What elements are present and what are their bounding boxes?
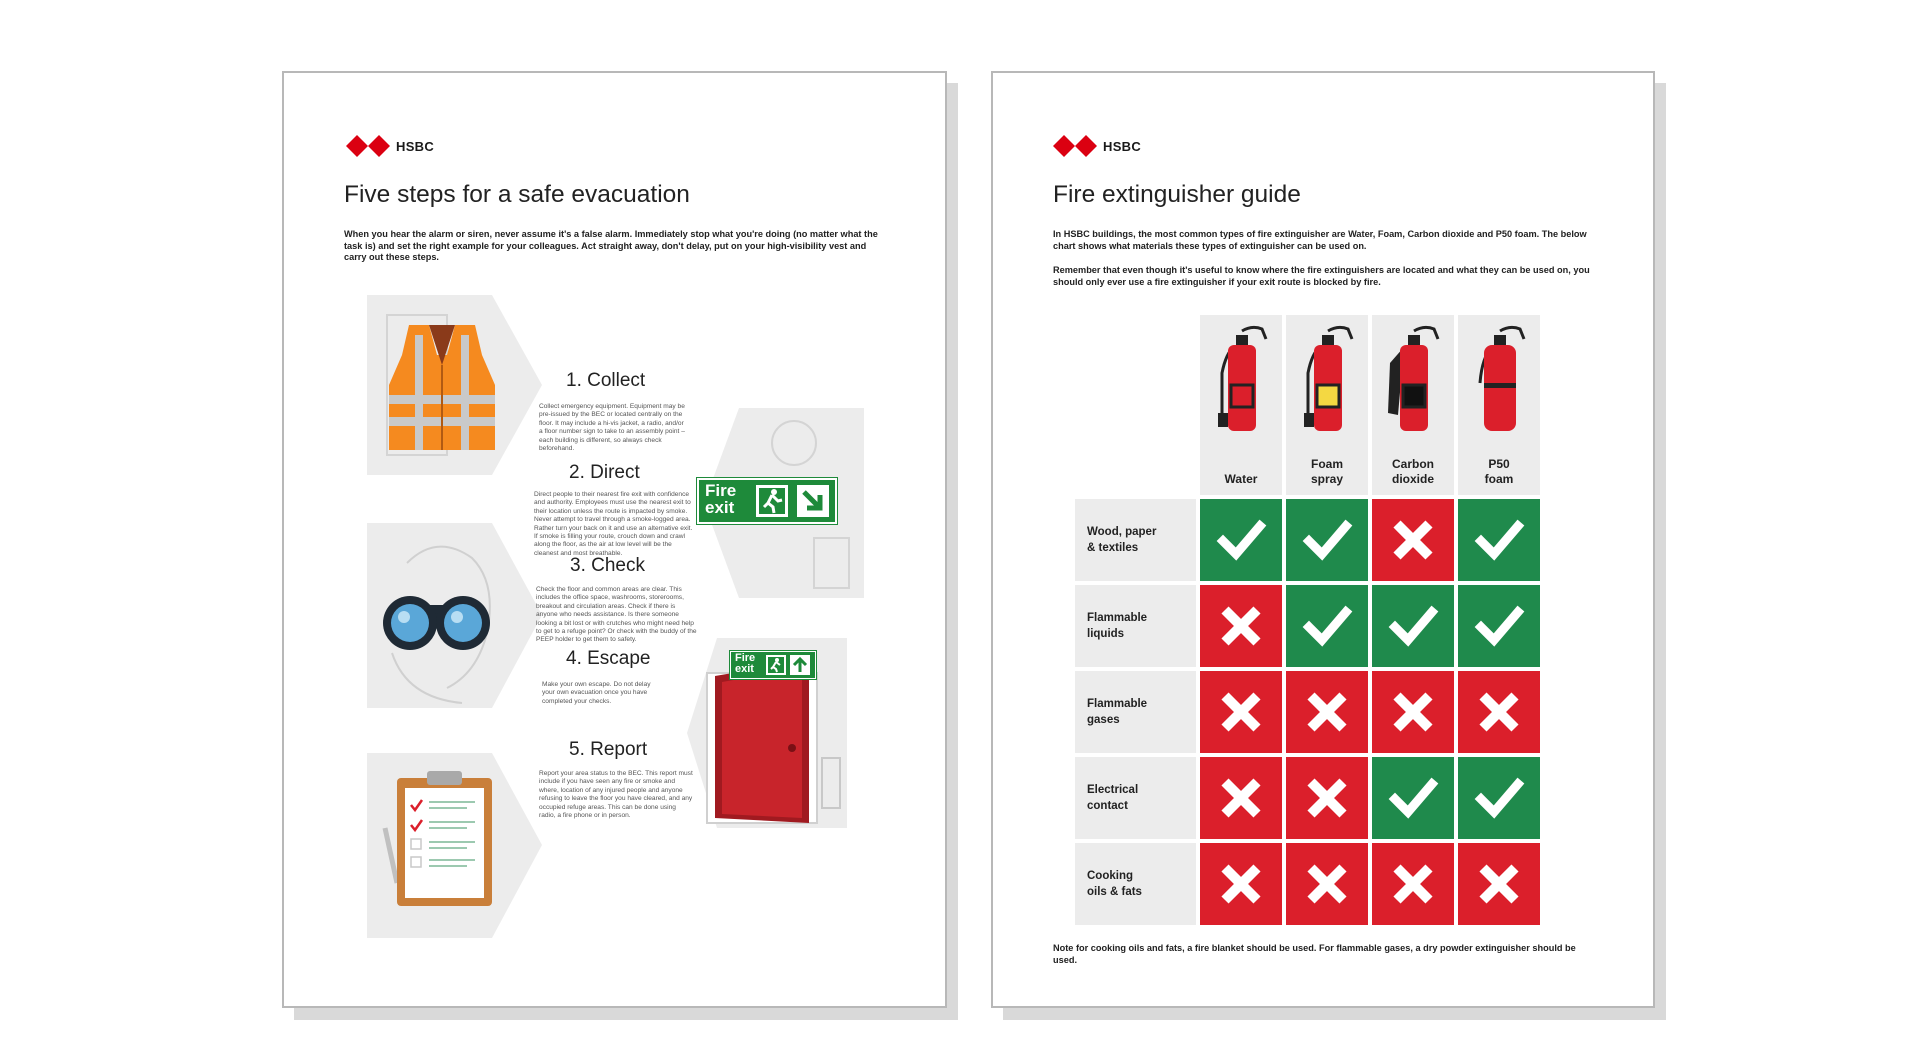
grid-cell: [1200, 499, 1282, 581]
grid-cell: [1458, 843, 1540, 925]
cross-icon: [1389, 688, 1437, 736]
row-label-line2: gases: [1087, 714, 1120, 726]
col-head-water: [1200, 315, 1282, 495]
cross-icon: [1217, 860, 1265, 908]
extinguisher-p50-icon: [1466, 323, 1532, 435]
step-3-text: Check the floor and common areas are clear. This includes the office space, washrooms, storerooms, breakout and circulation areas. Check if there is anyone who needs assistance. Is there someone looking a bit lost or with crutches who might need help to get to a refuge point? Or check with the buddy of the PEEP holder to get them to safety.: [536, 586, 697, 644]
extinguisher-foam-icon: [1294, 323, 1360, 435]
step-5-title: 5. Report: [569, 739, 648, 760]
col-label-line1: Water: [1224, 472, 1258, 486]
fire-exit-line2: exit: [705, 498, 735, 517]
cross-icon: [1475, 688, 1523, 736]
guide-title: Fire extinguisher guide: [1053, 181, 1301, 208]
fire-exit-sign-small: [730, 651, 816, 679]
grid-cell: [1200, 585, 1282, 667]
row-label-line2: liquids: [1087, 628, 1125, 640]
cross-icon: [1389, 860, 1437, 908]
grid-cell: [1286, 671, 1368, 753]
brand-name-right: HSBC: [1103, 138, 1142, 154]
col-label-line1: P50: [1488, 457, 1510, 471]
row-head-gases: [1075, 671, 1196, 753]
hsbc-hexagon-icon: [346, 135, 390, 157]
cross-icon: [1217, 688, 1265, 736]
left-document: [282, 71, 947, 1008]
check-icon: [1301, 600, 1353, 652]
grid-cell: [1458, 585, 1540, 667]
col-label-line2: foam: [1484, 472, 1514, 486]
running-man-small-icon: [765, 654, 787, 676]
grid-cell: [1458, 499, 1540, 581]
row-label-line2: oils & fats: [1087, 886, 1142, 898]
row-label-line1: Wood, paper: [1087, 526, 1157, 538]
row-head-cooking: [1075, 843, 1196, 925]
check-icon: [1473, 600, 1525, 652]
col-label: [1372, 457, 1454, 487]
row-label-line1: Cooking: [1087, 870, 1133, 882]
col-label-line1: Carbon: [1392, 457, 1434, 471]
right-document: [991, 71, 1655, 1008]
row-label-line1: Flammable: [1087, 698, 1148, 710]
grid-cell: [1372, 585, 1454, 667]
col-head-foam: [1286, 315, 1368, 495]
brand-name: HSBC: [396, 138, 435, 154]
grid-cell: [1458, 757, 1540, 839]
grid-cell: [1458, 671, 1540, 753]
guide-intro-2: Remember that even though it's useful to know where the fire extinguishers are located and what they can be used on, you should only ever use a fire extinguisher if your exit route is blocked by fire.: [1053, 265, 1590, 287]
arrow-up-icon: [789, 654, 811, 676]
small-sign-line1: Fire: [735, 652, 756, 664]
grid-cell: [1372, 757, 1454, 839]
check-icon: [1215, 514, 1267, 566]
hsbc-hexagon-icon: [1053, 135, 1097, 157]
grid-cell: [1286, 757, 1368, 839]
cross-icon: [1475, 860, 1523, 908]
grid-cell: [1372, 671, 1454, 753]
step-1-text: Collect emergency equipment. Equipment may be pre-issued by the BEC or located centrally on the floor. It may include a hi-vis jacket, a radio, and/or a floor number sign to take to an assembly point – each building is different, so always check beforehand.: [539, 403, 685, 453]
fire-exit-sign-large: [697, 478, 837, 524]
check-icon: [1387, 600, 1439, 652]
grid-cell: [1200, 843, 1282, 925]
extinguisher-water-icon: [1208, 323, 1274, 435]
col-head-co2: [1372, 315, 1454, 495]
fire-exit-line1: Fire: [705, 481, 737, 500]
step-2-text: Direct people to their nearest fire exit with confidence and authority. Employees must use the nearest exit to their location unless the route is impacted by smoke. Never attempt to travel through a smoke-logged area. Rather turn your back on it and use an alternative exit. If smoke is filling your route, crouch down and crawl along the floor, as the air at low level will be the cleanest and most breathable.: [534, 491, 693, 557]
grid-cell: [1200, 671, 1282, 753]
cross-icon: [1389, 516, 1437, 564]
step-4-title: 4. Escape: [566, 648, 651, 669]
cross-icon: [1217, 602, 1265, 650]
col-label-line2: dioxide: [1391, 472, 1434, 486]
arrow-down-right-icon: [795, 483, 831, 519]
cross-icon: [1217, 774, 1265, 822]
cross-icon: [1303, 688, 1351, 736]
grid-cell: [1372, 499, 1454, 581]
row-label-line2: & textiles: [1087, 542, 1139, 554]
grid-cell: [1286, 499, 1368, 581]
col-label: [1200, 472, 1282, 487]
grid-cell: [1372, 843, 1454, 925]
step-1-title: 1. Collect: [566, 370, 646, 391]
col-label-line2: spray: [1310, 472, 1344, 486]
binoculars-illustration: [367, 523, 542, 708]
running-man-icon: [754, 483, 790, 519]
extinguisher-co2-icon: [1380, 323, 1446, 435]
hsbc-logo: [346, 135, 434, 157]
col-label: [1286, 457, 1368, 487]
check-icon: [1387, 772, 1439, 824]
check-icon: [1473, 772, 1525, 824]
row-label-line1: Flammable: [1087, 612, 1148, 624]
step-4-text: Make your own escape. Do not delay your own evacuation once you have completed your checks.: [542, 681, 651, 705]
col-label-line1: Foam: [1310, 457, 1343, 471]
check-icon: [1473, 514, 1525, 566]
hi-vis-vest-illustration: [367, 295, 542, 475]
guide-note: Note for cooking oils and fats, a fire blanket should be used. For flammable gases, a dry powder extinguisher should be used.: [1053, 943, 1576, 965]
clipboard-illustration: [367, 753, 542, 938]
row-head-electrical: [1075, 757, 1196, 839]
row-head-liquids: [1075, 585, 1196, 667]
grid-cell: [1286, 585, 1368, 667]
grid-cell: [1286, 843, 1368, 925]
row-head-wood: [1075, 499, 1196, 581]
col-label: [1458, 457, 1540, 487]
small-sign-line2: exit: [735, 663, 754, 675]
check-icon: [1301, 514, 1353, 566]
step-3-title: 3. Check: [570, 555, 645, 576]
row-label-line2: contact: [1087, 800, 1128, 812]
page-title: Five steps for a safe evacuation: [344, 181, 690, 208]
row-label-line1: Electrical: [1087, 784, 1139, 796]
grid-cell: [1200, 757, 1282, 839]
intro-text: When you hear the alarm or siren, never assume it's a false alarm. Immediately stop what you're doing (no matter what the task is) and set the right example for your colleagues. Act straight away, don't delay, put on your high-visibility vest and carry out these steps.: [344, 229, 878, 262]
col-head-p50: [1458, 315, 1540, 495]
hsbc-logo-right: [1053, 135, 1141, 157]
cross-icon: [1303, 860, 1351, 908]
step-5-text: Report your area status to the BEC. This report must include if you have seen any fire or smoke and where, location of any injured people and anyone refusing to leave the floor you have cleared, and any occupied refuge areas. This can be done using radio, a fire phone or in person.: [539, 770, 693, 820]
cross-icon: [1303, 774, 1351, 822]
guide-intro-1: In HSBC buildings, the most common types of fire extinguisher are Water, Foam, Carbon dioxide and P50 foam. The below chart shows what materials these types of extinguisher can be used on.: [1053, 229, 1587, 251]
step-2-title: 2. Direct: [569, 462, 640, 483]
